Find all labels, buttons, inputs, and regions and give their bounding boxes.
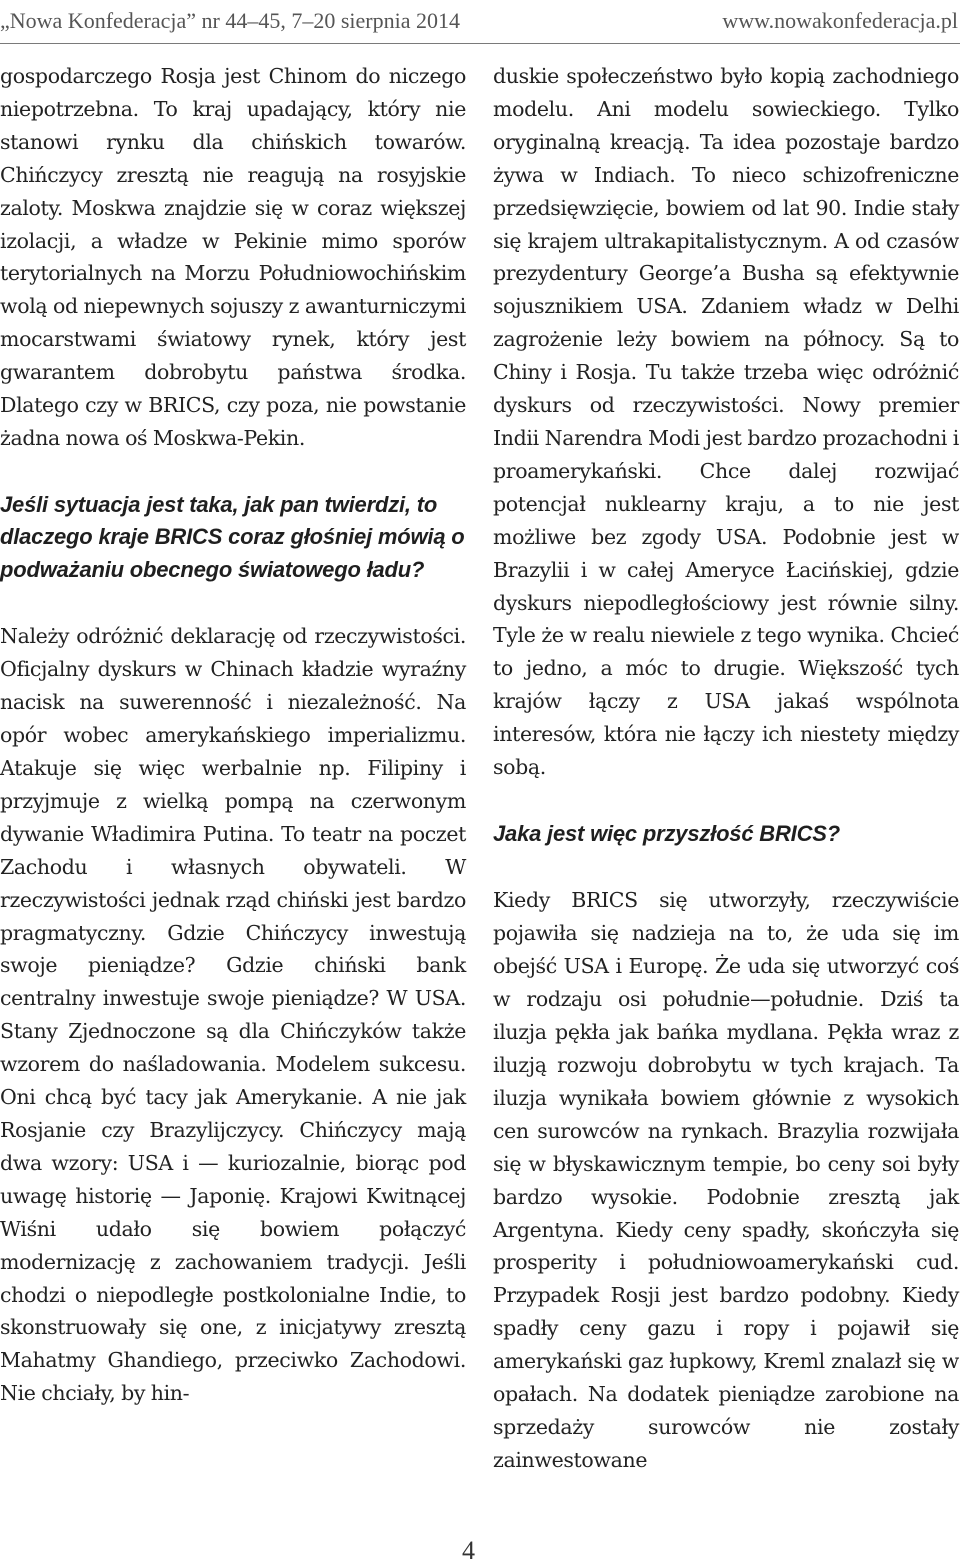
interview-question-1: Jeśli sytuacja jest taka, jak pan twierdzi, to dlaczego kraje BRICS coraz głośniej mówią o podważaniu obecnego światowego ładu?	[0, 491, 465, 582]
left-paragraph-1: gospodarczego Rosja jest Chinom do niczego niepotrzebna. To kraj upadający, który nie stanowi rynku dla chińskich towarów. Chińczycy zresztą nie reagują na rosyjskie zaloty. Moskwa znajdzie się w coraz większej izolacji, a władze w Pekinie mimo sporów terytorialnych na Morzu Południowochińskim wolą od niepewnych sojuszy z awanturniczymi mocarstwami światowy rynek, który jest gwarantem dobrobytu państwa środka. Dlatego czy w BRICS, czy poza, nie powstanie żadna nowa oś Moskwa-Pekin.	[0, 64, 466, 450]
left-paragraph-2: Należy odróżnić deklarację od rzeczywistości. Oficjalny dyskurs w Chinach kładzie wyraźny nacisk na suwerenność i niezależność. Na opór wobec amerykańskiego imperializmu. Atakuje się więc werbalnie np. Filipiny i przyjmuje z wielką pompą na czerwonym dywanie Władimira Putina. To teatr na poczet Zachodu i własnych obywateli. W rzeczywistości jednak rząd chiński jest bardzo pragmatyczny. Gdzie Chińczycy inwestują swoje pieniądze? Gdzie chiński bank centralny inwestuje swoje pieniądze? W USA. Stany Zjednoczone są dla Chińczyków także wzorem do naśladowania. Modelem sukcesu. Oni chcą być tacy jak Amerykanie. A nie jak Rosjanie czy Brazylijczycy. Chińczycy mają dwa wzory: USA i — kuriozalnie, biorąc pod uwagę historię — Japonię. Krajowi Kwitnącej Wiśni udało się bowiem połączyć modernizację z zachowaniem tradycji. Jeśli chodzi o niepodległe postkolonialne Indie, to skonstruowały się one, z inicjatywy zresztą Mahatmy Ghandiego, przeciwko Zachodowi. Nie chciały, by hin-	[0, 624, 466, 1406]
right-paragraph-2: Kiedy BRICS się utworzyły, rzeczywiście pojawiła się nadzieja na to, że uda się im obejść USA i Europę. Że uda się utworzyć coś w rodzaju osi południe—południe. Dziś ta iluzja pękła jak bańka mydlana. Pękła wraz z iluzją rozwoju dobrobytu w tych krajach. Ta iluzja wynikała bowiem głównie z wysokich cen surowców na rynkach. Brazylia rozwijała się w błyskawicznym tempie, bo ceny soi były bardzo wysokie. Podobnie zresztą jak Argentyna. Kiedy ceny spadły, skończyła się prosperity i południowoamerykański cud. Przypadek Rosji jest bardzo podobny. Kiedy spadły ceny gazu i ropy i pojawił się amerykański gaz łupkowy, Kreml znalazł się w opałach. Na dodatek pieniądze zarobione na sprzedaży surowców nie zostały zainwestowane	[493, 888, 959, 1472]
publication-title: „Nowa Konfederacja” nr 44–45, 7–20 sierpnia 2014	[0, 8, 461, 33]
page-header	[0, 0, 960, 44]
right-paragraph-1: duskie społeczeństwo było kopią zachodniego modelu. Ani modelu sowieckiego. Tylko oryginalną kreacją. Ta idea pozostaje bardzo żywa w Indiach. To nieco schizofreniczne przedsięwzięcie, bowiem od lat 90. Indie stały się krajem ultrakapitalistycznym. A od czasów prezydentury George’a Busha są efektywnie sojusznikiem USA. Zdaniem władz w Delhi zagrożenie leży bowiem na północy. Są to Chiny i Rosja. Tu także trzeba więc odróżnić dyskurs od rzeczywistości. Nowy premier Indii Narendra Modi jest bardzo prozachodni i proamerykański. Chce dalej rozwijać potencjał nuklearny kraju, a to nie jest możliwe bez zgody USA. Podobnie jest w Brazylii i w całej Ameryce Łacińskiej, gdzie dyskurs niepodległościowy jest równie silny. Tyle że w realu niewiele z tego wynika. Chcieć to jedno, a móc to drugie. Większość tych krajów łączy z USA jakaś wspólnota interesów, która nie łączy ich niestety między sobą.	[493, 64, 959, 780]
page-number: 4	[462, 1536, 475, 1565]
left-column	[0, 60, 466, 1410]
header-divider	[0, 43, 960, 44]
interview-question-2: Jaka jest więc przyszłość BRICS?	[493, 820, 840, 846]
right-column	[493, 60, 959, 1477]
website-link[interactable]: www.nowakonfederacja.pl	[722, 8, 958, 33]
